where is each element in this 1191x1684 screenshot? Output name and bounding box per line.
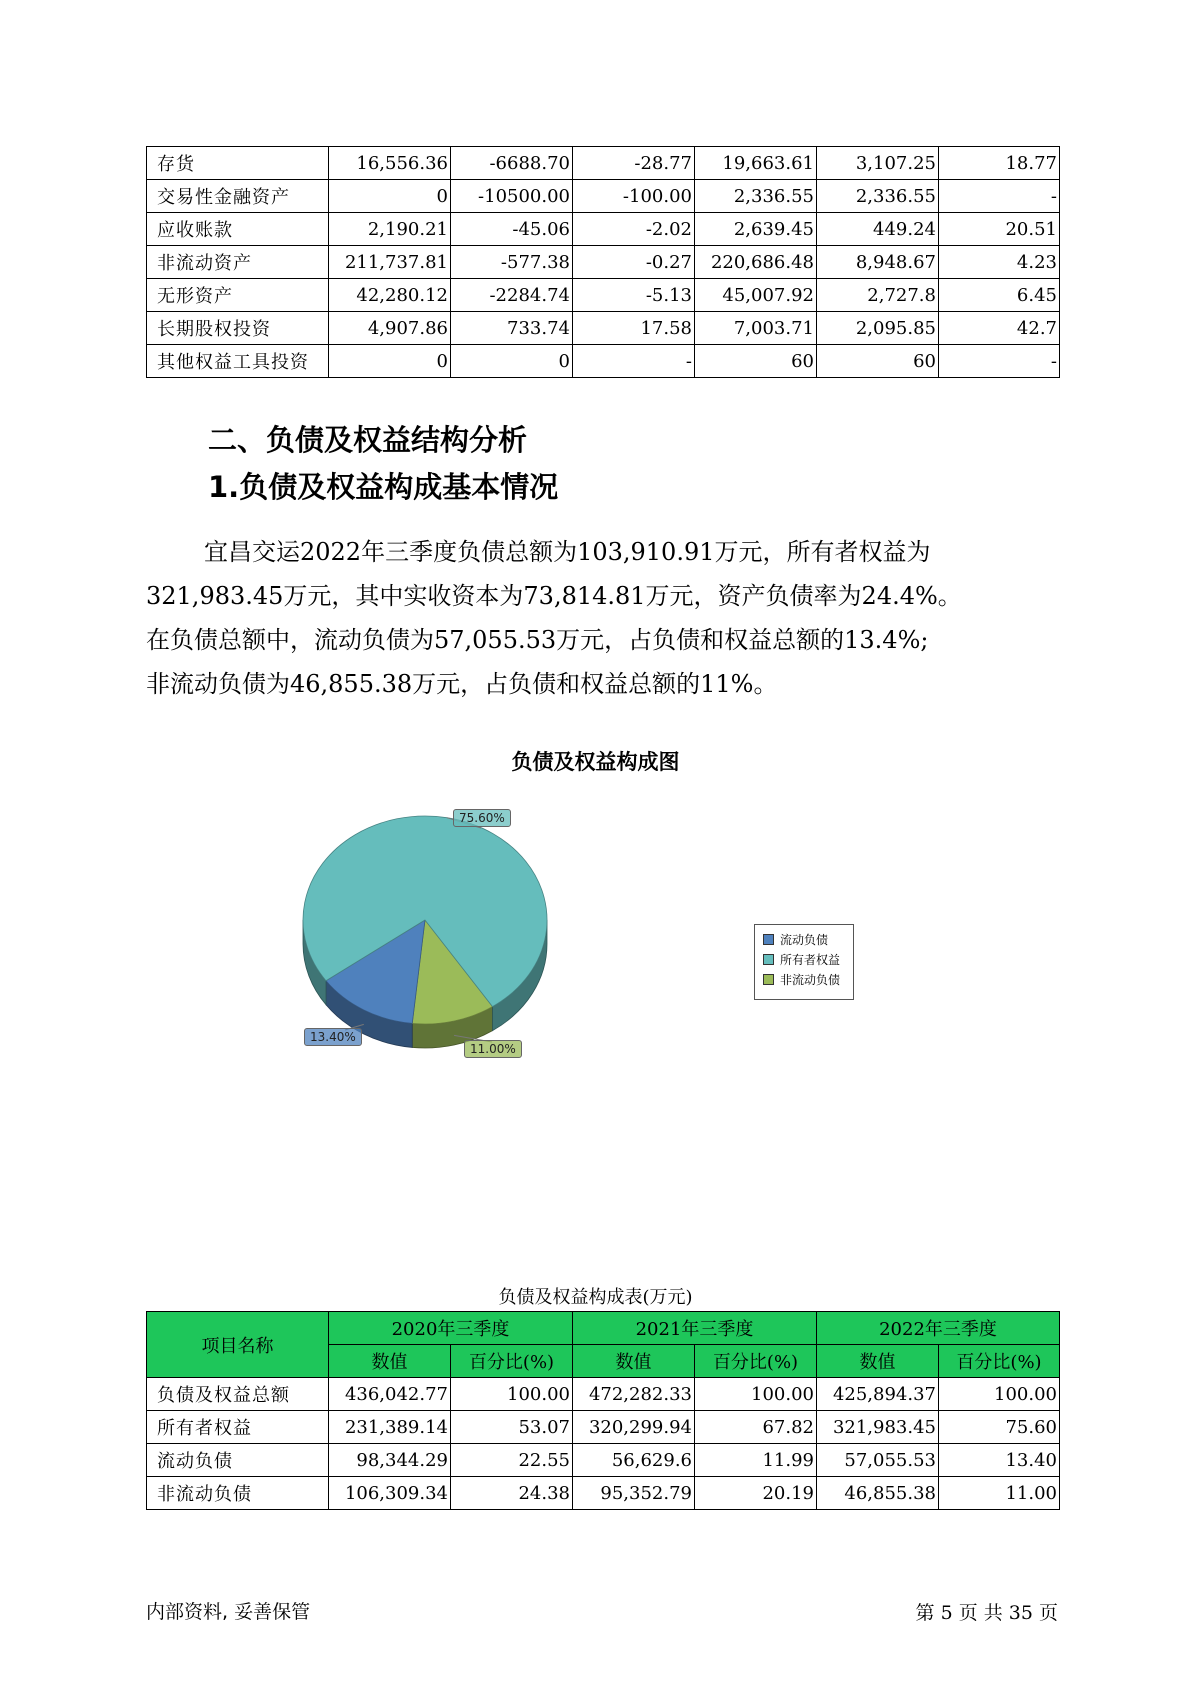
cell-value: 2,190.21	[329, 213, 451, 246]
header-value: 数值	[329, 1345, 451, 1378]
cell-value: 20.19	[695, 1477, 817, 1510]
cell-value: 320,299.94	[573, 1411, 695, 1444]
data-label-current-liabilities: 13.40%	[304, 1028, 362, 1046]
cell-value: -	[573, 345, 695, 378]
cell-value: 220,686.48	[695, 246, 817, 279]
row-label: 存货	[147, 147, 329, 180]
cell-value: -2284.74	[451, 279, 573, 312]
cell-value: 13.40	[939, 1444, 1060, 1477]
cell-value: 75.60	[939, 1411, 1060, 1444]
header-year: 2021年三季度	[573, 1312, 817, 1345]
cell-value: 24.38	[451, 1477, 573, 1510]
cell-value: 4,907.86	[329, 312, 451, 345]
cell-value: 60	[695, 345, 817, 378]
cell-value: -100.00	[573, 180, 695, 213]
header-item-name: 项目名称	[147, 1312, 329, 1378]
cell-value: 95,352.79	[573, 1477, 695, 1510]
cell-value: 16,556.36	[329, 147, 451, 180]
cell-value: -	[939, 180, 1060, 213]
paragraph-line: 非流动负债为46,855.38万元，占负债和权益总额的11%。	[146, 670, 778, 698]
row-label: 交易性金融资产	[147, 180, 329, 213]
cell-value: 45,007.92	[695, 279, 817, 312]
cell-value: -2.02	[573, 213, 695, 246]
footer-confidential: 内部资料, 妥善保管	[146, 1601, 311, 1623]
table-row	[147, 1477, 1060, 1510]
cell-value: 11.99	[695, 1444, 817, 1477]
table-caption: 负债及权益构成表(万元)	[498, 1287, 693, 1308]
cell-value: 100.00	[939, 1378, 1060, 1411]
cell-value: 106,309.34	[329, 1477, 451, 1510]
liability-equity-table	[146, 1311, 1059, 1510]
section-heading: 二、负债及权益结构分析	[208, 423, 528, 457]
cell-value: 0	[451, 345, 573, 378]
cell-value: 6.45	[939, 279, 1060, 312]
cell-value: 0	[329, 180, 451, 213]
chart-legend	[754, 924, 854, 1000]
data-label-noncurrent-liabilities: 11.00%	[464, 1040, 522, 1058]
cell-value: 0	[329, 345, 451, 378]
cell-value: 56,629.6	[573, 1444, 695, 1477]
header-percent: 百分比(%)	[695, 1345, 817, 1378]
cell-value: -10500.00	[451, 180, 573, 213]
cell-value: 733.74	[451, 312, 573, 345]
header-value: 数值	[817, 1345, 939, 1378]
cell-value: 20.51	[939, 213, 1060, 246]
cell-value: 2,336.55	[695, 180, 817, 213]
cell-value: 2,336.55	[817, 180, 939, 213]
cell-value: 46,855.38	[817, 1477, 939, 1510]
legend-label: 非流动负债	[780, 973, 841, 987]
cell-value: -	[939, 345, 1060, 378]
row-label: 长期股权投资	[147, 312, 329, 345]
cell-value: 321,983.45	[817, 1411, 939, 1444]
cell-value: -28.77	[573, 147, 695, 180]
legend-item	[763, 971, 840, 989]
header-percent: 百分比(%)	[451, 1345, 573, 1378]
cell-value: 11.00	[939, 1477, 1060, 1510]
cell-value: 67.82	[695, 1411, 817, 1444]
row-label: 无形资产	[147, 279, 329, 312]
table-row	[147, 1378, 1060, 1411]
row-label: 非流动负债	[147, 1477, 329, 1510]
cell-value: 436,042.77	[329, 1378, 451, 1411]
cell-value: 231,389.14	[329, 1411, 451, 1444]
data-label-owners-equity: 75.60%	[453, 809, 511, 827]
cell-value: 42.7	[939, 312, 1060, 345]
cell-value: 53.07	[451, 1411, 573, 1444]
legend-item	[763, 931, 828, 949]
legend-item	[763, 951, 840, 969]
cell-value: 19,663.61	[695, 147, 817, 180]
header-year: 2020年三季度	[329, 1312, 573, 1345]
legend-swatch	[763, 974, 774, 985]
row-label: 其他权益工具投资	[147, 345, 329, 378]
cell-value: 425,894.37	[817, 1378, 939, 1411]
cell-value: 8,948.67	[817, 246, 939, 279]
cell-value: -5.13	[573, 279, 695, 312]
legend-label: 流动负债	[780, 933, 829, 947]
cell-value: 100.00	[695, 1378, 817, 1411]
header-percent: 百分比(%)	[939, 1345, 1060, 1378]
cell-value: 2,095.85	[817, 312, 939, 345]
cell-value: -6688.70	[451, 147, 573, 180]
header-year: 2022年三季度	[817, 1312, 1060, 1345]
cell-value: 100.00	[451, 1378, 573, 1411]
row-label: 非流动资产	[147, 246, 329, 279]
cell-value: 4.23	[939, 246, 1060, 279]
legend-swatch	[763, 954, 774, 965]
paragraph-line: 宜昌交运2022年三季度负债总额为103,910.91万元，所有者权益为	[204, 538, 931, 566]
cell-value: 57,055.53	[817, 1444, 939, 1477]
cell-value: 17.58	[573, 312, 695, 345]
row-label: 所有者权益	[147, 1411, 329, 1444]
paragraph-line: 321,983.45万元，其中实收资本为73,814.81万元，资产负债率为24.4%。	[146, 582, 962, 610]
table-row	[147, 1444, 1060, 1477]
legend-label: 所有者权益	[780, 953, 841, 967]
cell-value: -577.38	[451, 246, 573, 279]
cell-value: 60	[817, 345, 939, 378]
cell-value: 42,280.12	[329, 279, 451, 312]
row-label: 流动负债	[147, 1444, 329, 1477]
paragraph-line: 在负债总额中，流动负债为57,055.53万元，占负债和权益总额的13.4%;	[146, 626, 929, 654]
chart-title: 负债及权益构成图	[511, 750, 680, 774]
row-label: 负债及权益总额	[147, 1378, 329, 1411]
cell-value: 2,639.45	[695, 213, 817, 246]
cell-value: -45.06	[451, 213, 573, 246]
cell-value: 7,003.71	[695, 312, 817, 345]
table-header-row	[147, 1312, 1060, 1345]
footer-page-number: 第 5 页 共 35 页	[915, 1602, 1058, 1624]
cell-value: 22.55	[451, 1444, 573, 1477]
cell-value: 449.24	[817, 213, 939, 246]
cell-value: 18.77	[939, 147, 1060, 180]
cell-value: 2,727.8	[817, 279, 939, 312]
cell-value: 472,282.33	[573, 1378, 695, 1411]
cell-value: 3,107.25	[817, 147, 939, 180]
table-row	[147, 1411, 1060, 1444]
subsection-heading: 1.负债及权益构成基本情况	[208, 470, 559, 504]
header-value: 数值	[573, 1345, 695, 1378]
row-label: 应收账款	[147, 213, 329, 246]
cell-value: 98,344.29	[329, 1444, 451, 1477]
cell-value: -0.27	[573, 246, 695, 279]
cell-value: 211,737.81	[329, 246, 451, 279]
legend-swatch	[763, 934, 774, 945]
